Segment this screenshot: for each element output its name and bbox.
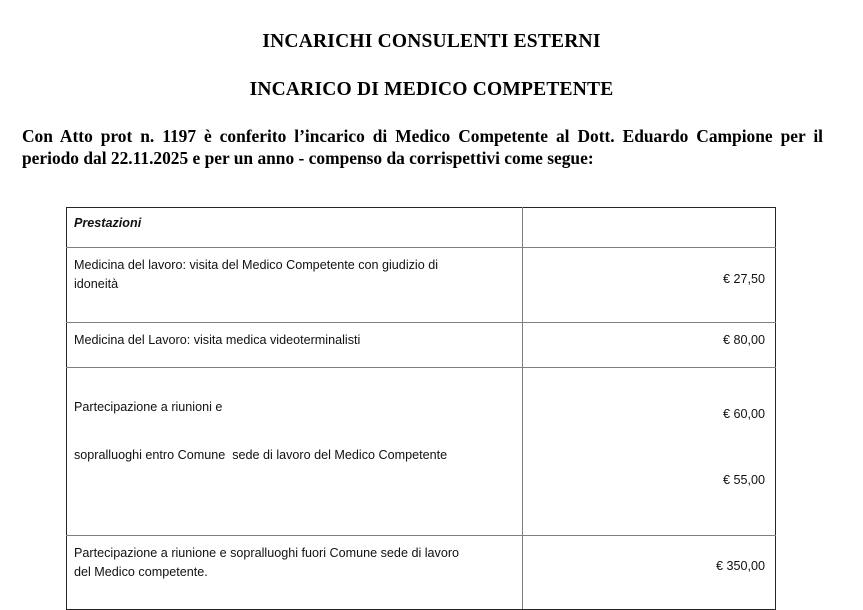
table-row	[67, 536, 776, 610]
page-title: INCARICHI CONSULENTI ESTERNI	[262, 31, 601, 52]
description-line: idoneità	[74, 277, 119, 291]
description-line: del Medico competente.	[74, 565, 208, 579]
table-header-cell-price	[523, 208, 776, 248]
column-header-prestazioni: Prestazioni	[74, 216, 142, 230]
table-cell-description	[67, 536, 523, 610]
price-value: € 350,00	[715, 559, 765, 573]
description-line: Partecipazione a riunione e sopralluoghi fuori Comune sede di lavoro	[74, 546, 460, 560]
price-value: € 27,50	[722, 272, 765, 286]
price-value-secondary: € 55,00	[722, 473, 765, 487]
table-cell-description	[67, 248, 523, 323]
table-cell-price	[523, 323, 776, 368]
table-row	[67, 248, 776, 323]
description-line: Medicina del lavoro: visita del Medico Competente con giudizio di	[74, 258, 439, 272]
table-cell-description	[67, 323, 523, 368]
intro-paragraph-text: Con Atto prot n. 1197 è conferito l’incarico di Medico Competente al Dott. Eduardo Campione per il periodo dal 22.11.2025 e per un anno - compenso da corrispettivi come segue:	[22, 126, 823, 168]
table-cell-price	[523, 248, 776, 323]
intro-paragraph	[22, 126, 823, 169]
price-value: € 80,00	[722, 333, 765, 347]
description-line: sopralluoghi entro Comune sede di lavoro del Medico Competente	[74, 448, 448, 462]
price-value: € 60,00	[722, 407, 765, 421]
rates-table	[66, 207, 776, 610]
table-row	[67, 323, 776, 368]
table-cell-description	[67, 368, 523, 536]
description-line: Partecipazione a riunioni e	[74, 400, 223, 414]
description-line: Medicina del Lavoro: visita medica videoterminalisti	[74, 333, 361, 347]
table-header-cell-description	[67, 208, 523, 248]
page-subtitle: INCARICO DI MEDICO COMPETENTE	[249, 79, 614, 100]
table-row	[67, 368, 776, 536]
table-cell-price	[523, 536, 776, 610]
table-cell-price	[523, 368, 776, 536]
table-header-row	[67, 208, 776, 248]
